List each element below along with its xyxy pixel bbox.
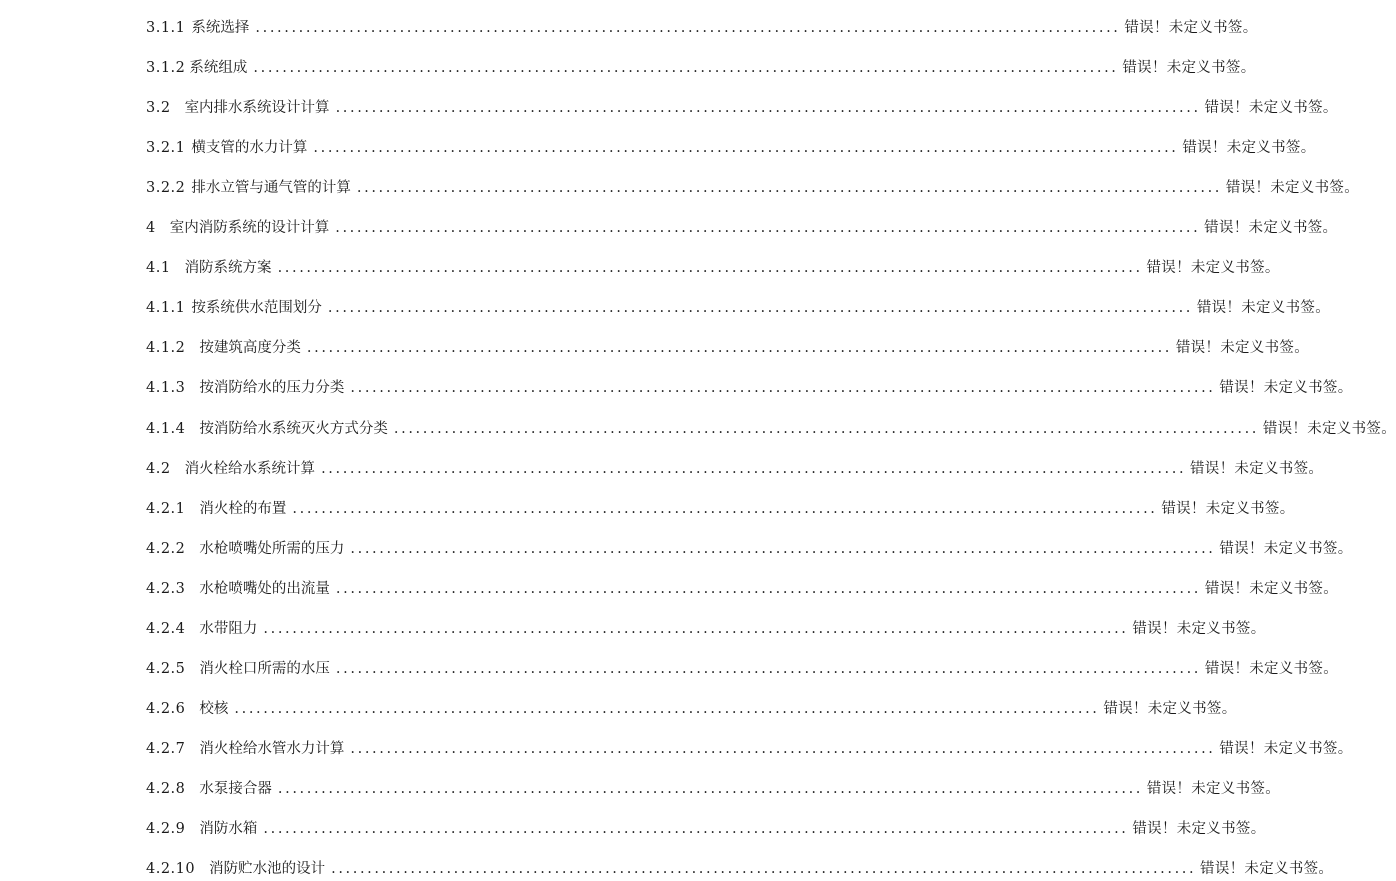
toc-entry-title: 横支管的水力计算 bbox=[191, 140, 308, 157]
toc-entry[interactable] bbox=[146, 497, 1295, 521]
toc-entry[interactable] bbox=[146, 417, 1396, 441]
toc-entry-title: 室内消防系统的设计计算 bbox=[169, 220, 330, 237]
toc-entry-title: 按系统供水范围划分 bbox=[191, 300, 322, 317]
toc-entry[interactable] bbox=[146, 817, 1266, 841]
toc-entry[interactable] bbox=[146, 737, 1353, 761]
toc-leader-dots: ........................................................................................................................ bbox=[350, 740, 1216, 757]
toc-entry-number: 3.1.2 bbox=[146, 60, 186, 76]
toc-leader-dots: ........................................................................................................................ bbox=[335, 580, 1202, 597]
toc-entry-number: 3.2.2 bbox=[146, 180, 186, 197]
toc-entry-title: 系统组成 bbox=[189, 60, 248, 76]
toc-leader-dots: ........................................................................................................................ bbox=[255, 20, 1121, 36]
toc-entry[interactable] bbox=[146, 256, 1280, 280]
toc-entry-number: 4.1.3 bbox=[146, 380, 186, 397]
toc-entry-number: 4.2.8 bbox=[146, 780, 186, 797]
toc-entry-number: 4.2.9 bbox=[146, 821, 186, 837]
toc-entry[interactable] bbox=[146, 376, 1353, 400]
toc-leader-dots: ........................................................................................................................ bbox=[263, 821, 1129, 837]
toc-leader-dots: ........................................................................................................................ bbox=[350, 540, 1216, 557]
toc-leader-dots: ........................................................................................................................ bbox=[356, 180, 1223, 197]
toc-leader-dots: ........................................................................................................................ bbox=[321, 460, 1187, 477]
toc-entry-page-ref: 错误！未定义书签。 bbox=[1146, 260, 1280, 277]
toc-entry-page-ref: 错误！未定义书签。 bbox=[1204, 220, 1338, 237]
toc-entry-title: 系统选择 bbox=[191, 20, 250, 36]
toc-entry-number: 4.2.3 bbox=[146, 580, 186, 597]
toc-leader-dots: ........................................................................................................................ bbox=[263, 620, 1129, 637]
toc-entry-page-ref: 错误！未定义书签。 bbox=[1124, 20, 1258, 36]
toc-entry[interactable] bbox=[146, 56, 1256, 80]
toc-entry-title: 消火栓给水管水力计算 bbox=[199, 740, 345, 757]
toc-leader-dots: ........................................................................................................................ bbox=[234, 700, 1100, 717]
toc-entry[interactable] bbox=[146, 16, 1258, 40]
toc-entry-number: 4.2.7 bbox=[146, 740, 186, 757]
toc-leader-dots: ........................................................................................................................ bbox=[292, 500, 1158, 517]
toc-entry[interactable] bbox=[146, 457, 1324, 481]
toc-entry[interactable] bbox=[146, 537, 1353, 561]
toc-leader-dots: ........................................................................................................................ bbox=[277, 260, 1143, 277]
toc-entry[interactable] bbox=[146, 617, 1266, 641]
toc-entry-title: 水带阻力 bbox=[199, 620, 258, 637]
toc-entry-page-ref: 错误！未定义书签。 bbox=[1204, 580, 1339, 597]
toc-entry[interactable] bbox=[146, 216, 1338, 240]
toc-entry-title: 消火栓口所需的水压 bbox=[199, 660, 330, 677]
toc-entry-number: 4 bbox=[146, 220, 156, 237]
toc-entry[interactable] bbox=[146, 857, 1334, 881]
toc-entry-number: 4.2.1 bbox=[146, 500, 186, 517]
toc-leader-dots: ........................................................................................................................ bbox=[313, 140, 1179, 157]
toc-entry-title: 按消防给水的压力分类 bbox=[199, 380, 345, 397]
toc-entry-page-ref: 错误！未定义书签。 bbox=[1122, 60, 1256, 76]
toc-entry-page-ref: 错误！未定义书签。 bbox=[1219, 540, 1353, 557]
toc-entry-number: 3.2.1 bbox=[146, 140, 186, 157]
toc-leader-dots: ........................................................................................................................ bbox=[335, 660, 1202, 677]
toc-entry-page-ref: 错误！未定义书签。 bbox=[1175, 340, 1310, 357]
toc-entry-number: 4.2.2 bbox=[146, 540, 186, 557]
toc-entry[interactable] bbox=[146, 176, 1360, 200]
toc-entry-page-ref: 错误！未定义书签。 bbox=[1219, 740, 1353, 757]
toc-entry[interactable] bbox=[146, 136, 1316, 160]
toc-entry[interactable] bbox=[146, 657, 1339, 681]
toc-entry-title: 水枪喷嘴处所需的压力 bbox=[199, 540, 345, 557]
toc-leader-dots: ........................................................................................................................ bbox=[350, 380, 1216, 397]
toc-leader-dots: ........................................................................................................................ bbox=[335, 100, 1201, 117]
toc-entry-title: 消防水箱 bbox=[199, 821, 258, 837]
toc-entry-number: 4.1 bbox=[146, 260, 171, 277]
toc-entry-title: 按建筑高度分类 bbox=[199, 340, 301, 357]
toc-entry-page-ref: 错误！未定义书签。 bbox=[1146, 780, 1281, 797]
toc-entry-page-ref: 错误！未定义书签。 bbox=[1182, 140, 1316, 157]
toc-entry-number: 3.2 bbox=[146, 100, 171, 117]
toc-entry-title: 消火栓的布置 bbox=[199, 500, 287, 517]
toc-entry-number: 4.2.10 bbox=[146, 861, 196, 877]
toc-entry-page-ref: 错误！未定义书签。 bbox=[1196, 300, 1331, 317]
toc-entry-page-ref: 错误！未定义书签。 bbox=[1161, 500, 1295, 517]
toc-entry-page-ref: 错误！未定义书签。 bbox=[1204, 660, 1339, 677]
toc-entry-title: 消防系统方案 bbox=[184, 260, 272, 277]
toc-entry-number: 4.2.5 bbox=[146, 660, 186, 677]
toc-entry-page-ref: 错误！未定义书签。 bbox=[1225, 180, 1360, 197]
toc-entry-title: 室内排水系统设计计算 bbox=[184, 100, 330, 117]
toc-entry-title: 校核 bbox=[199, 700, 229, 717]
toc-entry-page-ref: 错误！未定义书签。 bbox=[1204, 100, 1338, 117]
toc-entry-title: 排水立管与通气管的计算 bbox=[191, 180, 351, 197]
toc-leader-dots: ........................................................................................................................ bbox=[306, 340, 1173, 357]
toc-leader-dots: ........................................................................................................................ bbox=[393, 420, 1260, 437]
toc-entry[interactable] bbox=[146, 296, 1331, 320]
toc-entry-number: 4.1.2 bbox=[146, 340, 186, 357]
toc-entry-page-ref: 错误！未定义书签。 bbox=[1132, 620, 1266, 637]
toc-entry[interactable] bbox=[146, 336, 1310, 360]
toc-entry[interactable] bbox=[146, 777, 1281, 801]
toc-leader-dots: ........................................................................................................................ bbox=[331, 861, 1197, 877]
toc-entry-number: 4.2 bbox=[146, 460, 171, 477]
toc-entry-title: 消火栓给水系统计算 bbox=[184, 460, 316, 477]
toc-entry-page-ref: 错误！未定义书签。 bbox=[1132, 821, 1266, 837]
toc-entry-page-ref: 错误！未定义书签。 bbox=[1200, 861, 1334, 877]
toc-entry[interactable] bbox=[146, 577, 1339, 601]
toc-leader-dots: ........................................................................................................................ bbox=[335, 220, 1201, 237]
toc-entry-title: 按消防给水系统灭火方式分类 bbox=[199, 420, 388, 437]
toc-entry-number: 4.1.1 bbox=[146, 300, 186, 317]
toc-entry-title: 水枪喷嘴处的出流量 bbox=[199, 580, 330, 597]
toc-leader-dots: ........................................................................................................................ bbox=[327, 300, 1194, 317]
toc-entry-number: 4.1.4 bbox=[146, 420, 186, 437]
toc-entry[interactable] bbox=[146, 697, 1237, 721]
toc-entry-title: 水泵接合器 bbox=[199, 780, 272, 797]
toc-entry-number: 3.1.1 bbox=[146, 20, 186, 36]
toc-entry-number: 4.2.6 bbox=[146, 700, 186, 717]
toc-leader-dots: ........................................................................................................................ bbox=[277, 780, 1144, 797]
toc-entry[interactable] bbox=[146, 96, 1338, 120]
toc-entry-number: 4.2.4 bbox=[146, 620, 186, 637]
toc-entry-title: 消防贮水池的设计 bbox=[209, 861, 326, 877]
toc-entry-page-ref: 错误！未定义书签。 bbox=[1103, 700, 1237, 717]
toc-entry-page-ref: 错误！未定义书签。 bbox=[1219, 380, 1353, 397]
toc-entry-page-ref: 错误！未定义书签。 bbox=[1189, 460, 1324, 477]
toc-entry-page-ref: 错误！未定义书签。 bbox=[1262, 420, 1396, 437]
toc-leader-dots: ........................................................................................................................ bbox=[253, 60, 1119, 76]
